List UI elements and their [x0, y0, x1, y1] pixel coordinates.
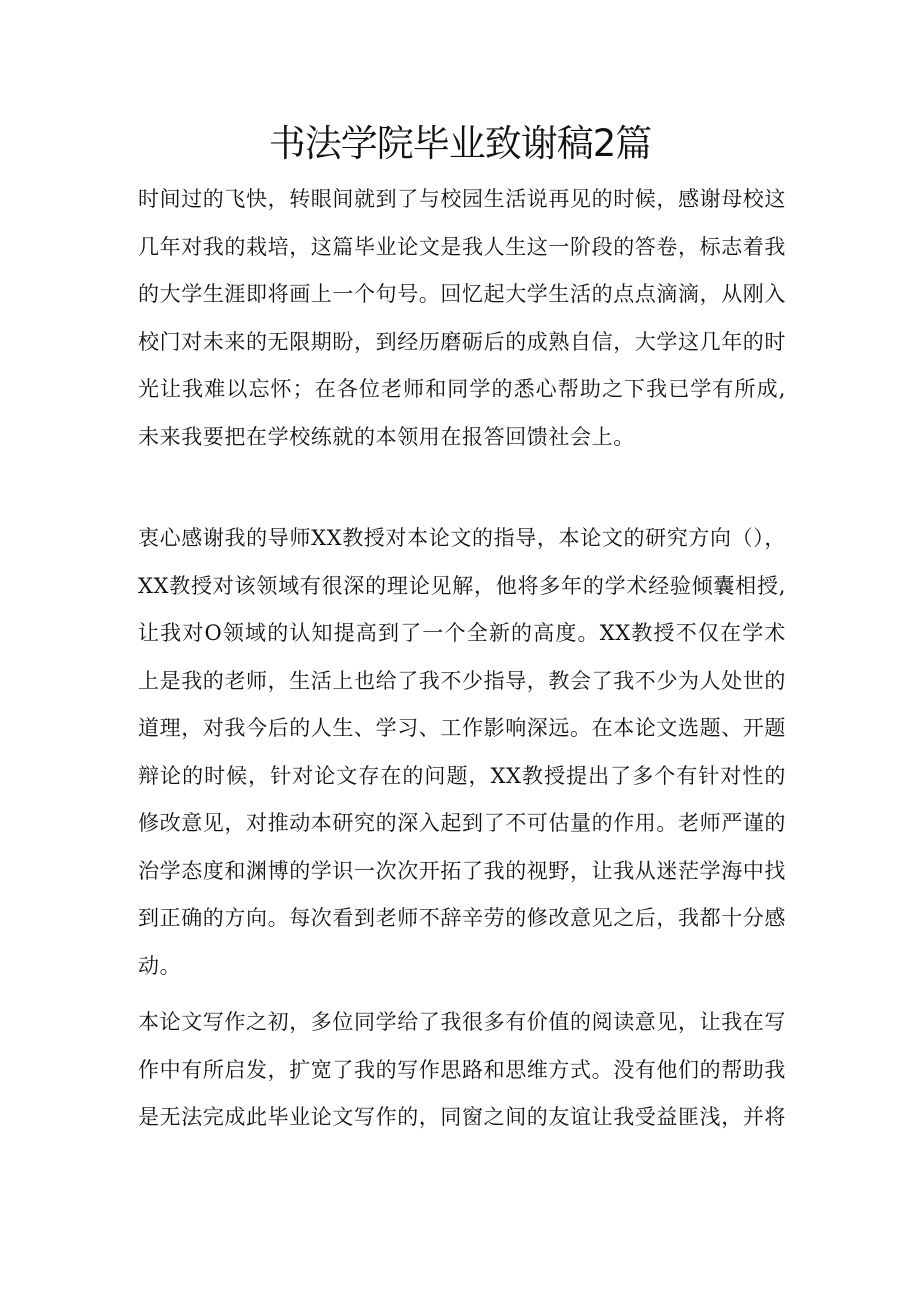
document-title: 书法学院毕业致谢稿2篇 — [268, 122, 652, 165]
paragraph-3: 本论文写作之初，多位同学给了我很多有价值的阅读意见，让我在写作中有所启发，扩宽了我的写作思路和思维方式。没有他们的帮助我是无法完成此毕业论文写作的，同窗之间的友谊让我受益匪浅，并将 — [138, 1010, 786, 1129]
paragraph-1: 时间过的飞快，转眼间就到了与校园生活说再见的时候，感谢母校这几年对我的栽培，这篇毕业论文是我人生这一阶段的答卷，标志着我的大学生涯即将画上一个句号。回忆起大学生活的点点滴滴，从刚入校门对未来的无限期盼，到经历磨砺后的成熟自信，大学这几年的时光让我难以忘怀；在各位老师和同学的悉心帮助之下我已学有所成,未来我要把在学校练就的本领用在报答回馈社会上。 — [138, 187, 786, 449]
paragraph-2: 衷心感谢我的导师XX教授对本论文的指导，本论文的研究方向（），XX教授对该领域有很深的理论见解，他将多年的学术经验倾囊相授,让我对O领域的认知提高到了一个全新的高度。XX教授不仅在学术上是我的老师，生活上也给了我不少指导，教会了我不少为人处世的道理，对我今后的人生、学习、工作影响深远。在本论文选题、开题辩论的时候，针对论文存在的问题，XX教授提出了多个有针对性的修改意见，对推动本研究的深入起到了不可估量的作用。老师严谨的治学态度和渊博的学识一次次开拓了我的视野，让我从迷茫学海中找到正确的方向。每次看到老师不辞辛劳的修改意见之后，我都十分感动。 — [138, 526, 786, 978]
